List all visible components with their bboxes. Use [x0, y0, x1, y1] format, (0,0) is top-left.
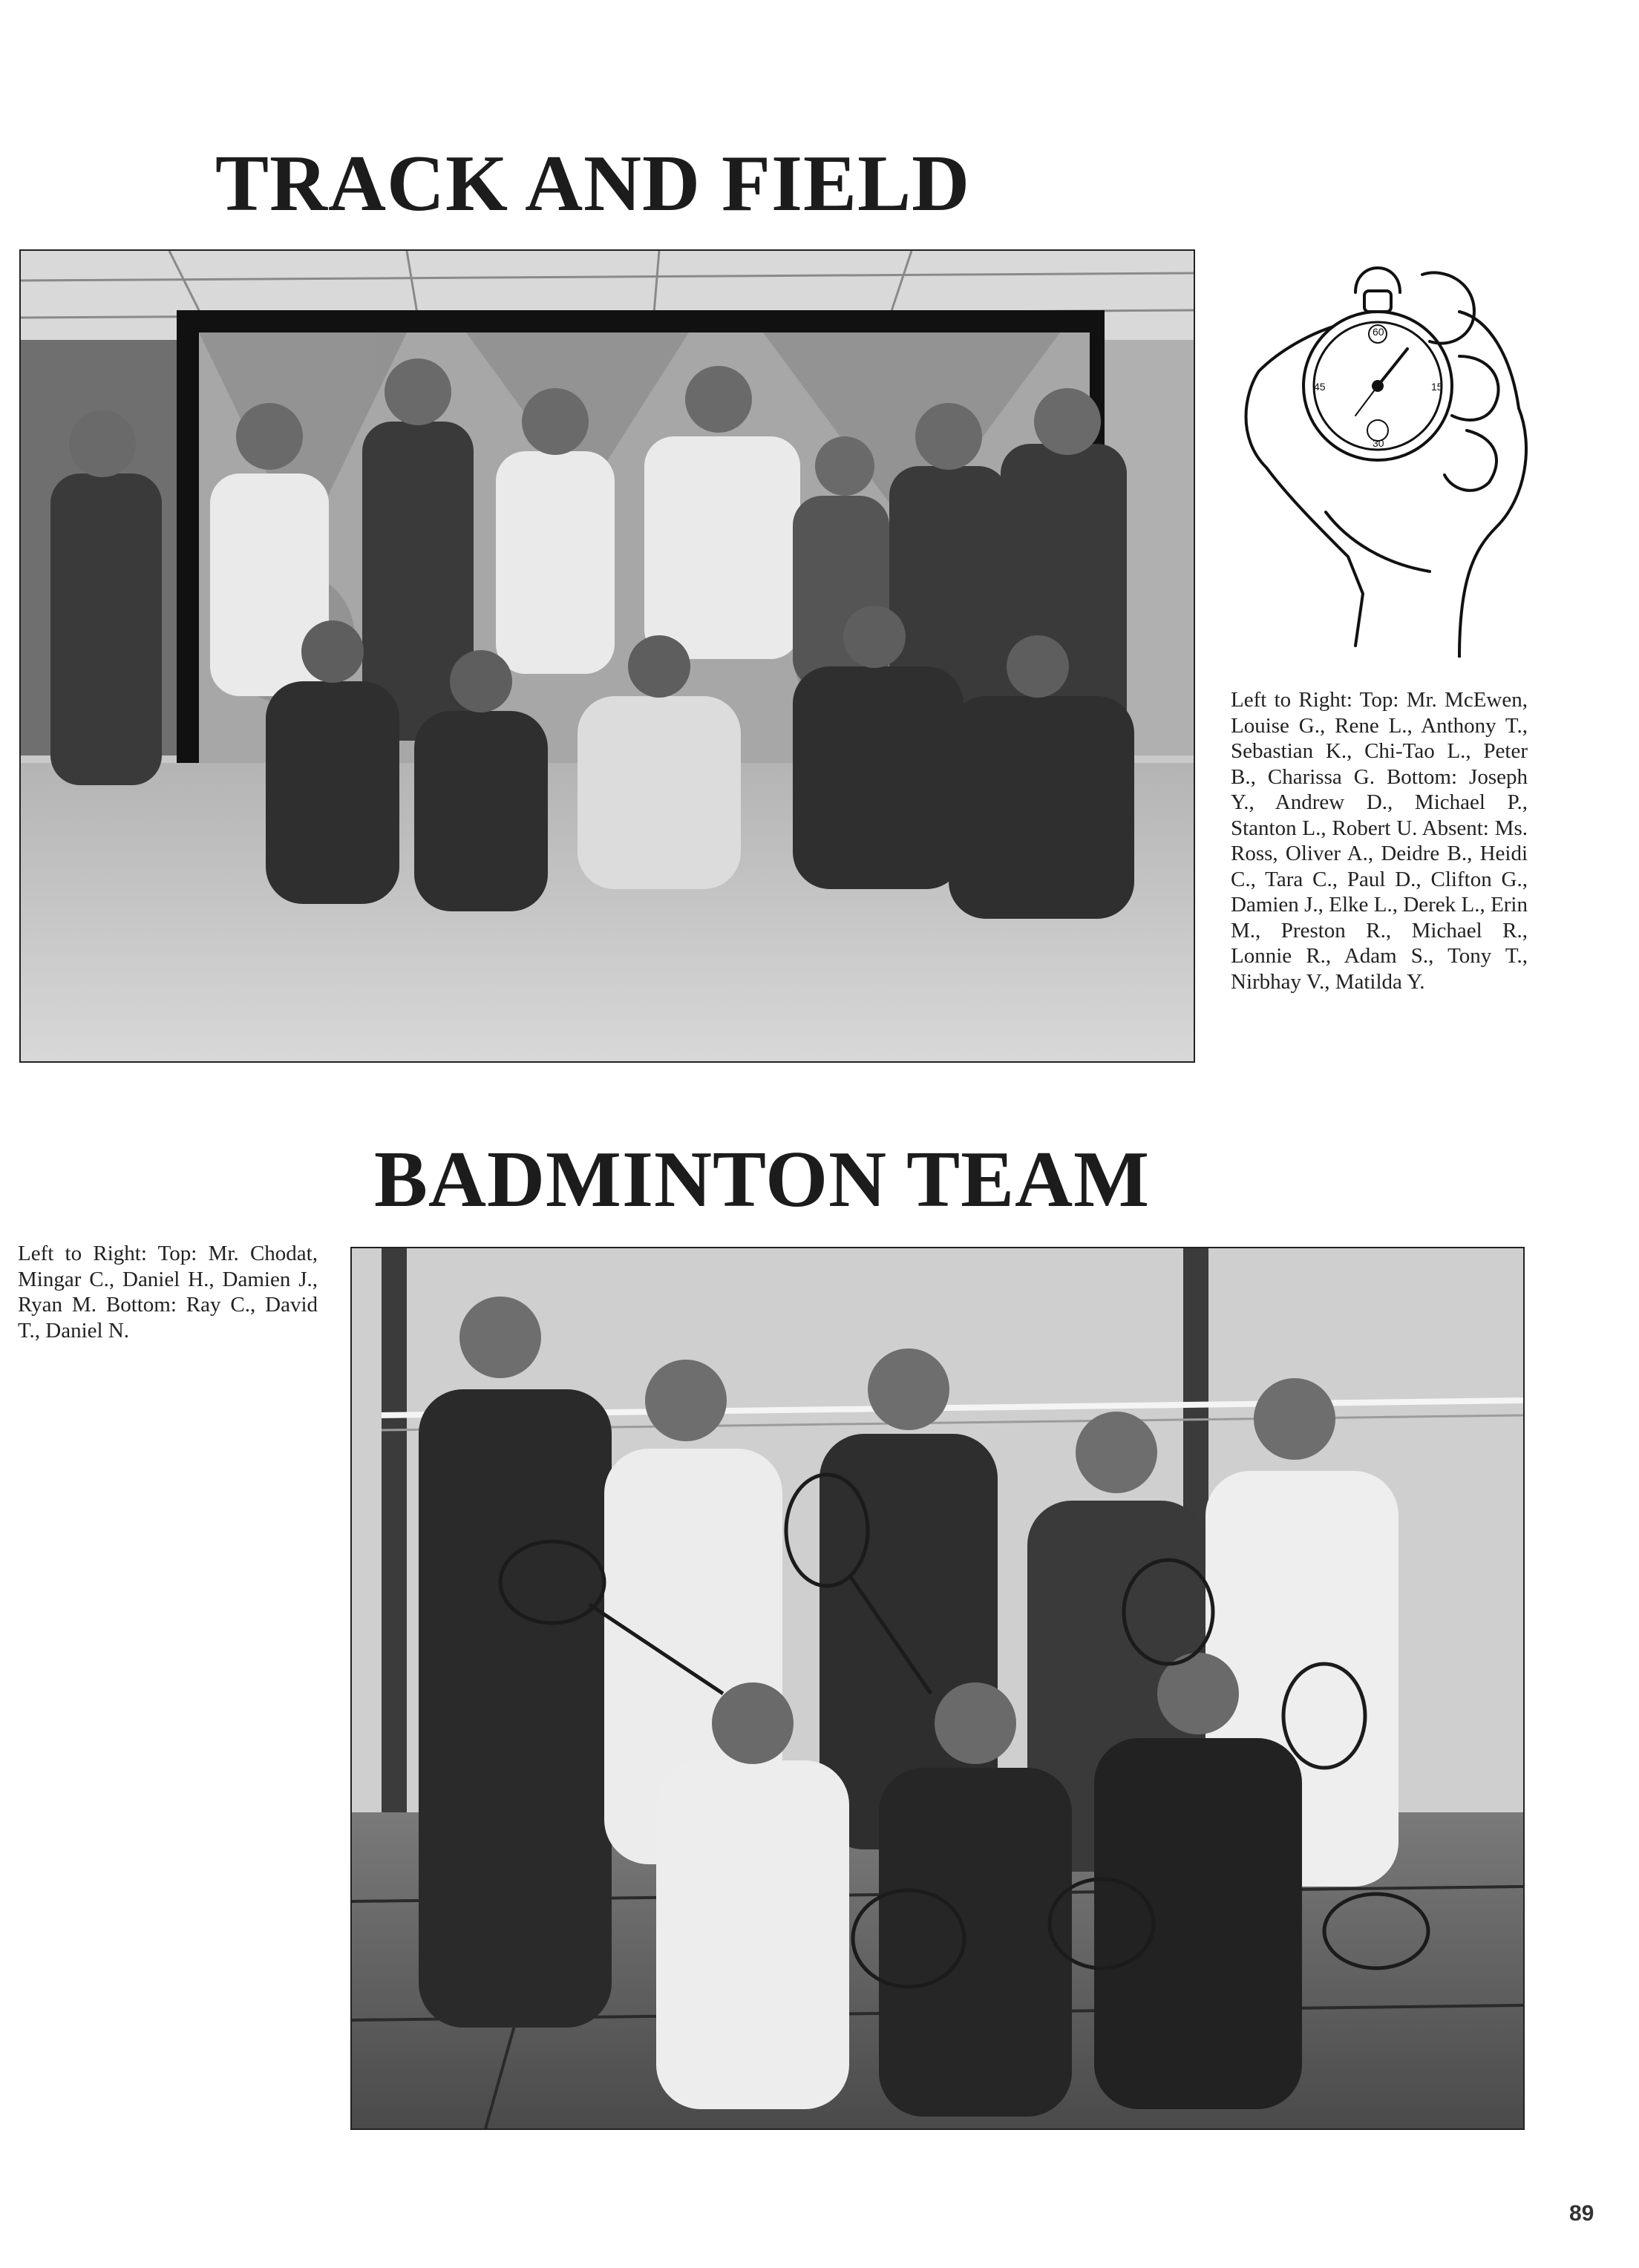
stopwatch-in-hand-illustration [1237, 245, 1535, 658]
svg-text:30: 30 [1373, 437, 1384, 449]
svg-text:15: 15 [1431, 381, 1443, 393]
badminton-team-photo [350, 1247, 1525, 2130]
track-and-field-heading: TRACK AND FIELD [215, 140, 971, 228]
svg-text:60: 60 [1373, 326, 1384, 338]
stopwatch-icon [1237, 245, 1535, 658]
track-team-photo [19, 249, 1195, 1063]
badminton-team-caption: Left to Right: Top: Mr. Chodat, Mingar C., Daniel H., Damien J., Ryan M. Bottom: Ray C., David T., Daniel N. [18, 1242, 318, 1343]
svg-text:45: 45 [1314, 381, 1326, 393]
badminton-team-photo-illustration [352, 1248, 1523, 2128]
track-team-photo-illustration [21, 251, 1194, 1061]
page-number: 89 [1569, 2201, 1594, 2226]
track-team-caption: Left to Right: Top: Mr. McEwen, Louise G., Rene L., Anthony T., Sebastian K., Chi-Tao L., Peter B., Charissa G. Bottom: Joseph Y., Andrew D., Michael P., Stanton L., Robert U. Absent: Ms. Ross, Oliver A., Deidre B., Heidi C., Tara C., Paul D., Clifton G., Damien J., Elke L., Derek L., Erin M., Preston R., Michael R., Lonnie R., Adam S., Tony T., Nirbhay V., Matilda Y. [1231, 688, 1528, 994]
badminton-team-heading: BADMINTON TEAM [374, 1135, 1151, 1224]
